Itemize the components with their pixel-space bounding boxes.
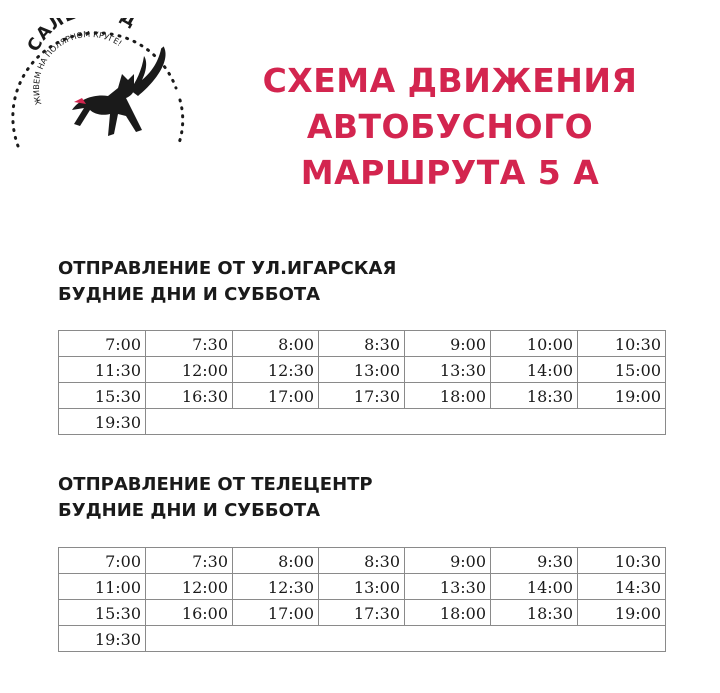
time-cell: 18:30 (491, 600, 578, 626)
time-cell: 12:30 (233, 574, 319, 600)
time-cell: 7:30 (146, 548, 233, 574)
empty-cell (146, 409, 666, 435)
table-row (59, 383, 666, 409)
section-2-days: БУДНИЕ ДНИ И СУББОТА (58, 500, 321, 521)
title-line-3: МАРШРУТА 5 А (300, 153, 600, 192)
section-1-heading (58, 256, 396, 308)
table-row (59, 409, 666, 435)
time-cell: 19:00 (578, 383, 666, 409)
time-cell: 18:00 (405, 383, 491, 409)
page-title (200, 58, 700, 196)
section-2-departure: ОТПРАВЛЕНИЕ ОТ ТЕЛЕЦЕНТР (58, 474, 373, 495)
empty-cell (146, 626, 666, 652)
logo-slogan: ЖИВЕМ НА ПОЛЯРНОМ КРУГЕ! (31, 29, 124, 106)
time-cell: 10:30 (578, 331, 666, 357)
time-cell: 10:30 (578, 548, 666, 574)
section-2-heading (58, 472, 373, 524)
time-cell: 17:30 (319, 600, 405, 626)
table-row (59, 626, 666, 652)
black-fox-icon (72, 42, 166, 136)
time-cell: 10:00 (491, 331, 578, 357)
time-cell: 14:30 (578, 574, 666, 600)
table-row (59, 600, 666, 626)
time-cell: 19:00 (578, 600, 666, 626)
time-cell: 9:30 (491, 548, 578, 574)
time-cell: 17:00 (233, 383, 319, 409)
time-cell: 19:30 (59, 626, 146, 652)
salekhard-logo (10, 18, 190, 158)
time-cell: 12:00 (146, 574, 233, 600)
time-cell: 12:00 (146, 357, 233, 383)
section-1-days: БУДНИЕ ДНИ И СУББОТА (58, 284, 321, 305)
time-cell: 13:30 (405, 357, 491, 383)
time-cell: 17:30 (319, 383, 405, 409)
time-cell: 19:30 (59, 409, 146, 435)
time-cell: 14:00 (491, 357, 578, 383)
time-cell: 8:00 (233, 548, 319, 574)
time-cell: 16:30 (146, 383, 233, 409)
table-row (59, 548, 666, 574)
time-cell: 16:00 (146, 600, 233, 626)
time-cell: 7:00 (59, 331, 146, 357)
time-cell: 11:30 (59, 357, 146, 383)
time-cell: 8:30 (319, 548, 405, 574)
time-cell: 9:00 (405, 331, 491, 357)
table-row (59, 331, 666, 357)
section-1-departure: ОТПРАВЛЕНИЕ ОТ УЛ.ИГАРСКАЯ (58, 258, 397, 279)
dotted-ring-right (178, 100, 183, 146)
time-cell: 15:00 (578, 357, 666, 383)
time-cell: 9:00 (405, 548, 491, 574)
time-cell: 14:00 (491, 574, 578, 600)
time-cell: 15:30 (59, 383, 146, 409)
time-cell: 11:00 (59, 574, 146, 600)
time-cell: 15:30 (59, 600, 146, 626)
time-cell: 18:00 (405, 600, 491, 626)
time-cell: 12:30 (233, 357, 319, 383)
schedule-table-2 (58, 547, 666, 652)
time-cell: 13:00 (319, 357, 405, 383)
table-row (59, 574, 666, 600)
table-row (59, 357, 666, 383)
time-cell: 7:00 (59, 548, 146, 574)
time-cell: 8:30 (319, 331, 405, 357)
time-cell: 17:00 (233, 600, 319, 626)
time-cell: 8:00 (233, 331, 319, 357)
logo-graphic (10, 18, 190, 158)
title-line-2: АВТОБУСНОГО (306, 107, 594, 146)
time-cell: 18:30 (491, 383, 578, 409)
logo-city: САЛ Д (23, 18, 141, 56)
time-cell: 13:00 (319, 574, 405, 600)
schedule-table-1 (58, 330, 666, 435)
time-cell: 7:30 (146, 331, 233, 357)
title-line-1: СХЕМА ДВИЖЕНИЯ (262, 61, 638, 100)
time-cell: 13:30 (405, 574, 491, 600)
